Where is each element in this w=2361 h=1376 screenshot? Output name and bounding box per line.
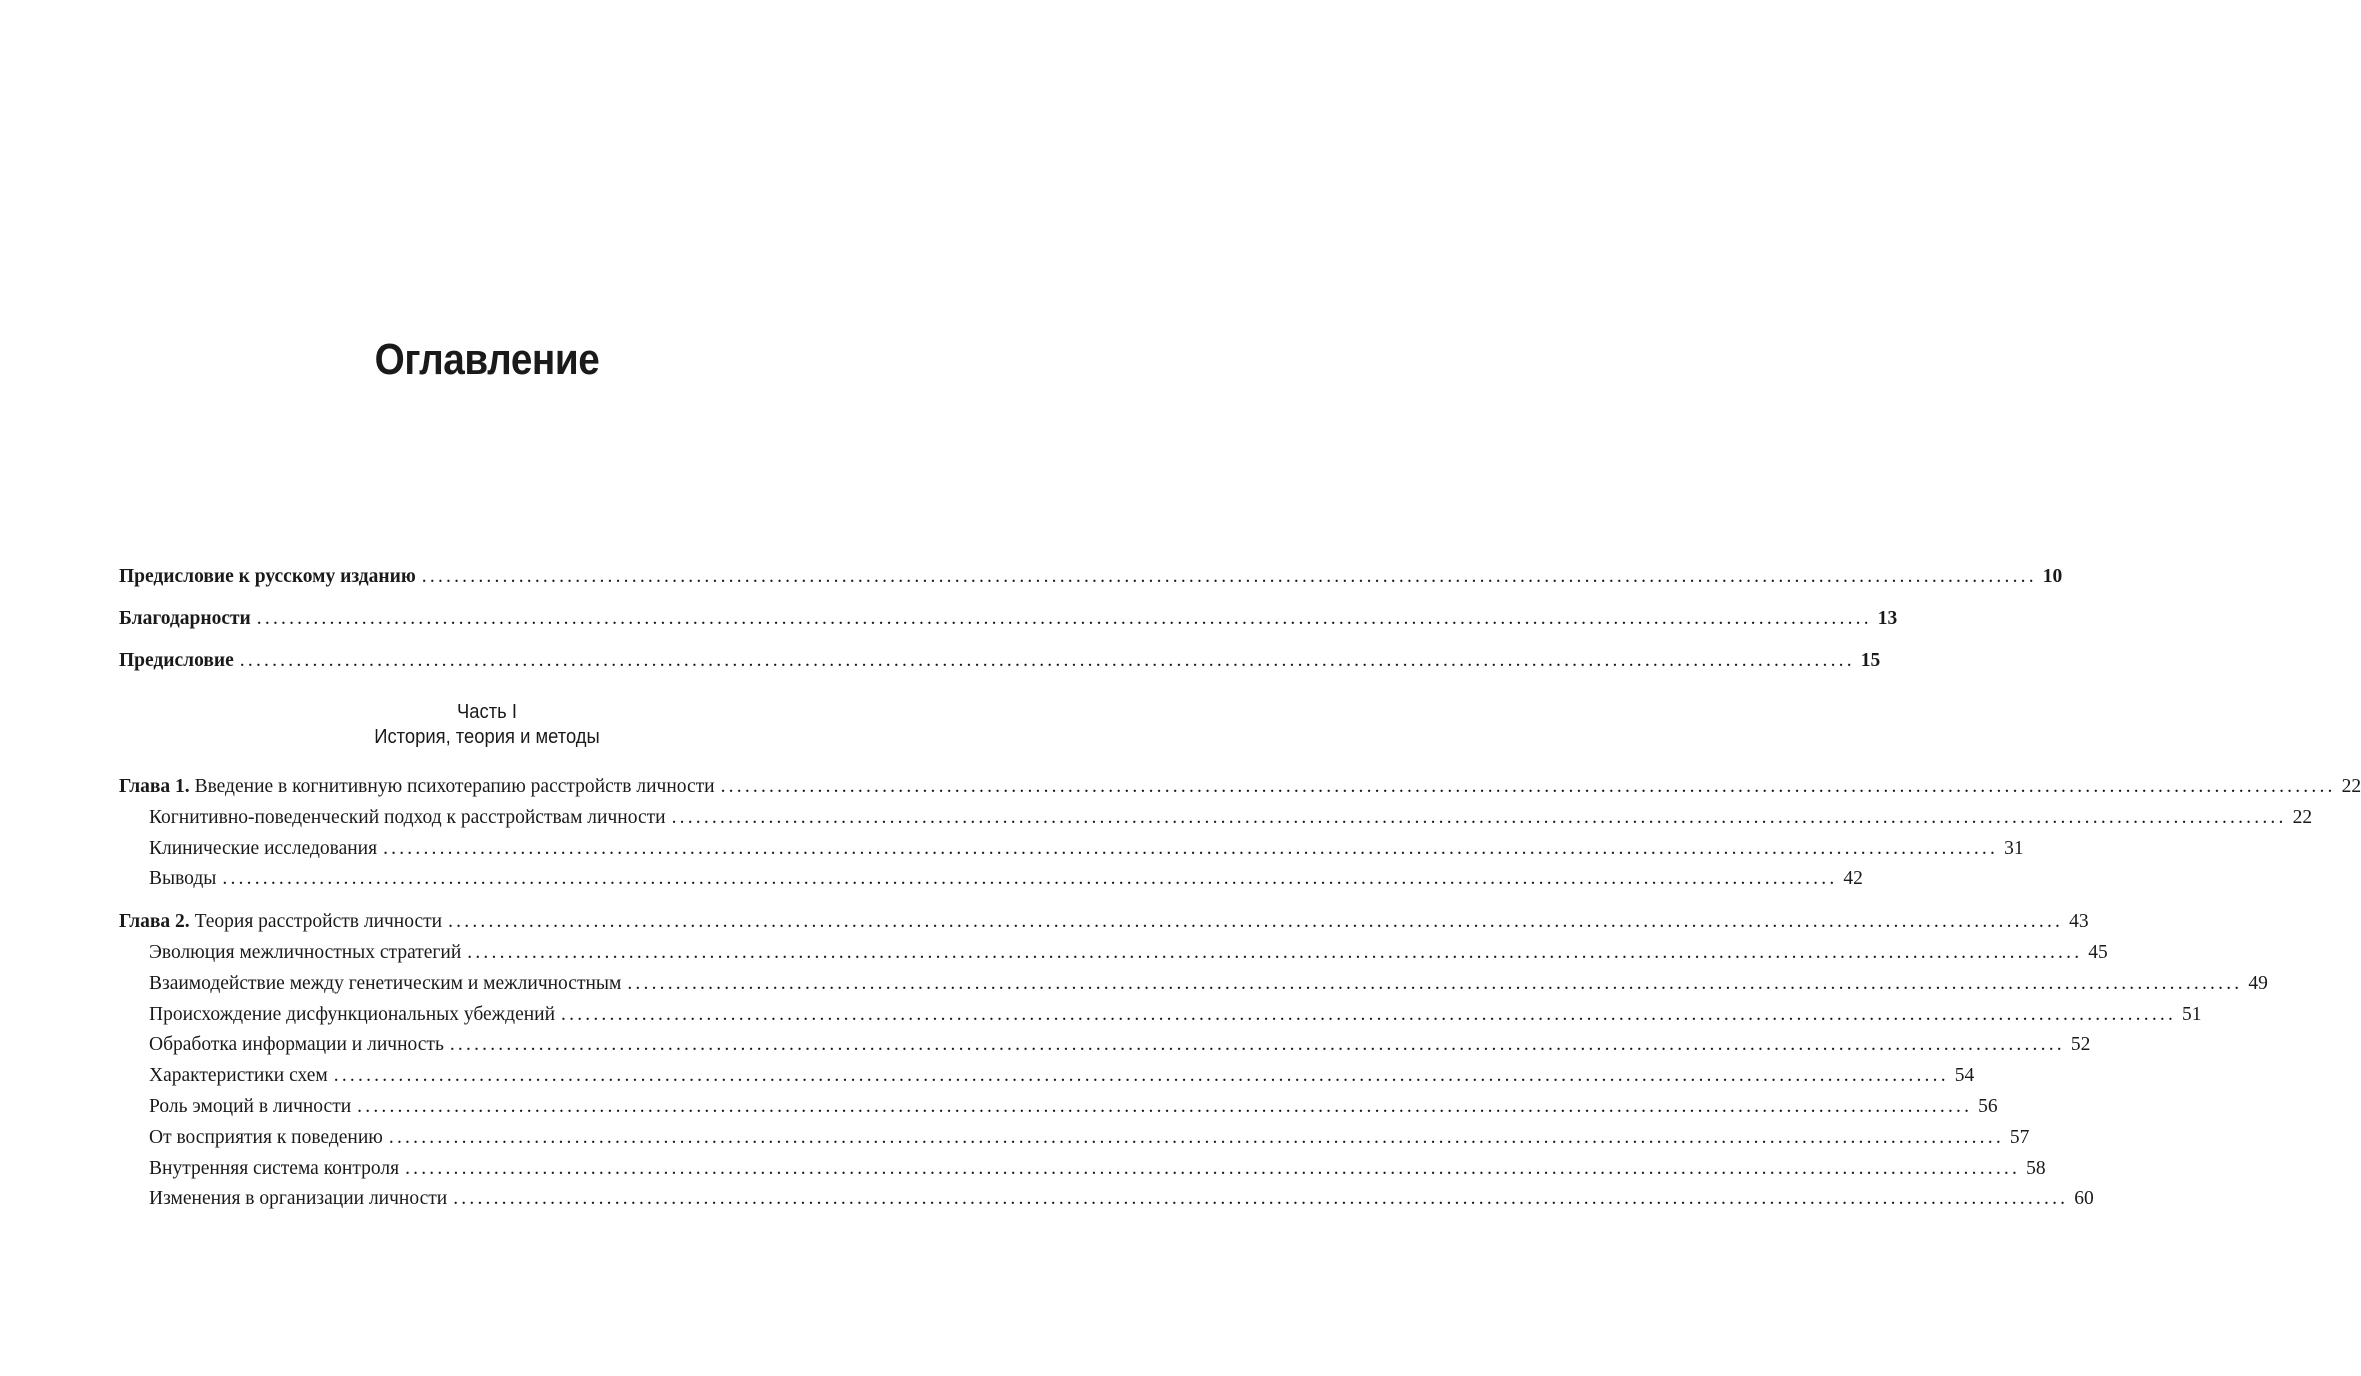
leader-dots: ........................................................................................................................................................................................................ [388, 1126, 2004, 1148]
toc-page-number: 15 [1860, 650, 1881, 671]
toc-section[interactable] [119, 1002, 2202, 1033]
toc-section[interactable] [119, 1186, 2094, 1217]
leader-dots: ........................................................................................................................................................................................................ [222, 868, 1838, 890]
toc-entry-label: Когнитивно-поведенческий подход к расстройствам личности [149, 806, 666, 828]
toc-entry-label: Эволюция межличностных стратегий [149, 941, 462, 963]
toc-entry-label: Изменения в организации личности [149, 1188, 448, 1210]
toc-page-number: 56 [1978, 1095, 1998, 1117]
part-title: История, теория и методы [374, 726, 600, 748]
toc-entry-label: Роль эмоций в личности [149, 1095, 352, 1117]
leader-dots: ........................................................................................................................................................................................................ [405, 1157, 2021, 1179]
toc-page-number: 57 [2009, 1126, 2030, 1148]
toc-page-number: 51 [2182, 1003, 2202, 1025]
toc-page-number: 58 [2026, 1157, 2046, 1179]
toc-entry-label: Внутренняя система контроля [149, 1157, 400, 1179]
chapter-title: Введение в когнитивную психотерапию расстройств личности [194, 776, 715, 797]
toc-section[interactable] [119, 1063, 1975, 1094]
part-number: Часть I [457, 701, 517, 723]
toc-page-number: 54 [1954, 1065, 1975, 1087]
toc-entry-label: Благодарности [119, 608, 251, 629]
toc-section[interactable] [119, 836, 2024, 867]
toc-entry-label: Взаимодействие между генетическим и межличностным [149, 972, 622, 994]
toc-entry-label: От восприятия к поведению [149, 1126, 383, 1148]
toc-section[interactable] [119, 1094, 1998, 1125]
toc-entry-label: Происхождение дисфункциональных убеждений [149, 1003, 556, 1025]
toc-page-number: 22 [2292, 806, 2313, 828]
toc-section[interactable] [119, 1032, 2091, 1063]
toc-page-number: 45 [2088, 941, 2108, 963]
chapter-gap [119, 897, 855, 909]
toc-section[interactable] [119, 805, 2313, 836]
leader-dots: ........................................................................................................................................................................................................ [467, 941, 2083, 963]
toc-page-number: 49 [2248, 972, 2268, 994]
toc-page-number: 42 [1843, 868, 1863, 890]
leader-dots: ........................................................................................................................................................................................................ [627, 972, 2243, 994]
toc-entry-label [119, 909, 442, 935]
toc-entry-label [119, 774, 715, 800]
page-title: Оглавление [374, 335, 600, 384]
leader-dots: ........................................................................................................................................................................................................ [720, 776, 2336, 797]
toc-section[interactable] [119, 940, 2108, 971]
toc-page-number: 43 [2069, 911, 2089, 933]
toc-page-number: 52 [2070, 1034, 2091, 1056]
toc-entry[interactable] [119, 606, 1898, 648]
toc-entry-label: Выводы [149, 868, 217, 890]
leader-dots: ........................................................................................................................................................................................................ [453, 1188, 2069, 1210]
toc-entry[interactable] [119, 648, 1881, 690]
toc-entry[interactable] [119, 564, 2063, 606]
toc-entry-label: Характеристики схем [149, 1065, 328, 1087]
chapter-number: Глава 2. [119, 911, 190, 933]
toc-entry-label: Клинические исследования [149, 837, 378, 859]
toc-section[interactable] [119, 1156, 2046, 1187]
leader-dots: ........................................................................................................................................................................................................ [448, 911, 2064, 933]
leader-dots: ........................................................................................................................................................................................................ [357, 1095, 1973, 1117]
part-heading [119, 700, 855, 750]
leader-dots: ........................................................................................................................................................................................................ [239, 650, 1855, 671]
leader-dots: ........................................................................................................................................................................................................ [333, 1065, 1949, 1087]
toc-section[interactable] [119, 866, 1863, 897]
leader-dots: ........................................................................................................................................................................................................ [671, 806, 2287, 828]
leader-dots: ........................................................................................................................................................................................................ [421, 566, 2037, 587]
chapter-number: Глава 1. [119, 776, 190, 797]
leader-dots: ........................................................................................................................................................................................................ [383, 837, 1999, 859]
toc-entry-label: Обработка информации и личность [149, 1034, 444, 1056]
toc-section[interactable] [119, 971, 2268, 1002]
toc-page-number: 13 [1877, 608, 1898, 629]
chapter-title: Теория расстройств личности [194, 911, 443, 933]
toc-page-number: 31 [2004, 837, 2024, 859]
leader-dots: ........................................................................................................................................................................................................ [561, 1003, 2177, 1025]
toc-entry-label: Предисловие к русскому изданию [119, 566, 416, 587]
toc-chapter[interactable] [119, 909, 2089, 940]
table-of-contents [119, 564, 2361, 1217]
leader-dots: ........................................................................................................................................................................................................ [256, 608, 1872, 629]
toc-section[interactable] [119, 1125, 2030, 1156]
toc-entry-label: Предисловие [119, 650, 234, 671]
toc-chapter[interactable] [119, 774, 2361, 805]
toc-page-number: 10 [2042, 566, 2063, 587]
toc-page-number: 60 [2074, 1188, 2094, 1210]
leader-dots: ........................................................................................................................................................................................................ [449, 1034, 2065, 1056]
toc-page-number: 22 [2341, 776, 2361, 797]
